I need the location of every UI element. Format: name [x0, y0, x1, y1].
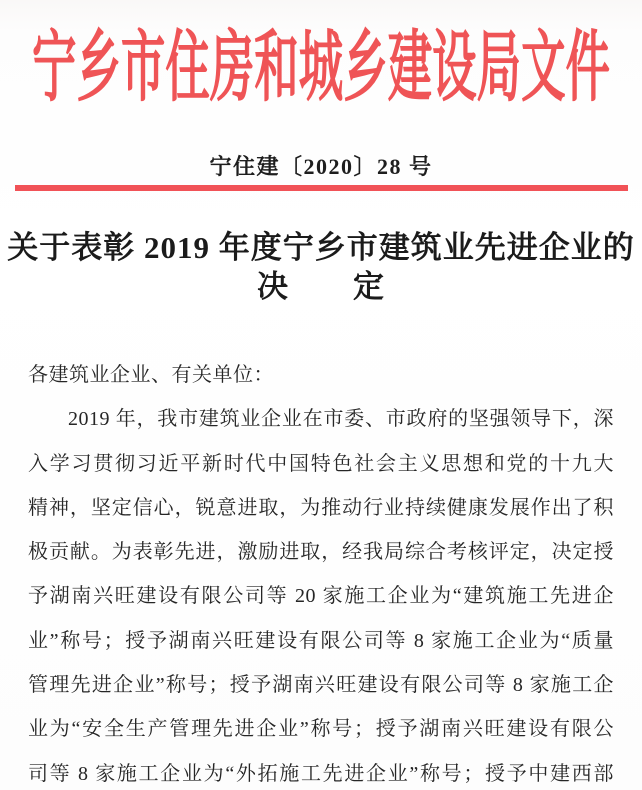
document-title-line1: 关于表彰 2019 年度宁乡市建筑业先进企业的: [7, 230, 635, 265]
body-line: 2019 年，我市建筑业企业在市委、市政府的坚强领导下，深: [68, 408, 614, 431]
body-line: 精神，坚定信心，锐意进取，为推动行业持续健康发展作出了积: [28, 496, 614, 519]
document-title: [0, 228, 642, 306]
body-line: 予湖南兴旺建设有限公司等 20 家施工企业为“建筑施工先进企: [28, 585, 614, 608]
red-divider-line: [15, 185, 628, 191]
agency-title: 宁乡市住房和城乡建设局文件: [32, 25, 610, 112]
document-number: 宁住建〔2020〕28 号: [209, 154, 433, 179]
document-title-line2: 决 定: [257, 269, 385, 304]
body-line: 极贡献。为表彰先进，激励进取，经我局综合考核评定，决定授: [28, 541, 614, 564]
body-line: 业”称号；授予湖南兴旺建设有限公司等 8 家施工企业为“质量: [28, 629, 614, 652]
body-line: 入学习贯彻习近平新时代中国特色社会主义思想和党的十九大: [28, 452, 614, 475]
body-line: 管理先进企业”称号；授予湖南兴旺建设有限公司等 8 家施工企: [28, 674, 614, 697]
body-line: 司等 8 家施工企业为“外拓施工先进企业”称号；授予中建西部: [28, 762, 614, 785]
salutation: 各建筑业企业、有关单位：: [28, 364, 274, 386]
body-line: 业为“安全生产管理先进企业”称号；授予湖南兴旺建设有限公: [28, 718, 614, 741]
document-body: [28, 353, 614, 790]
